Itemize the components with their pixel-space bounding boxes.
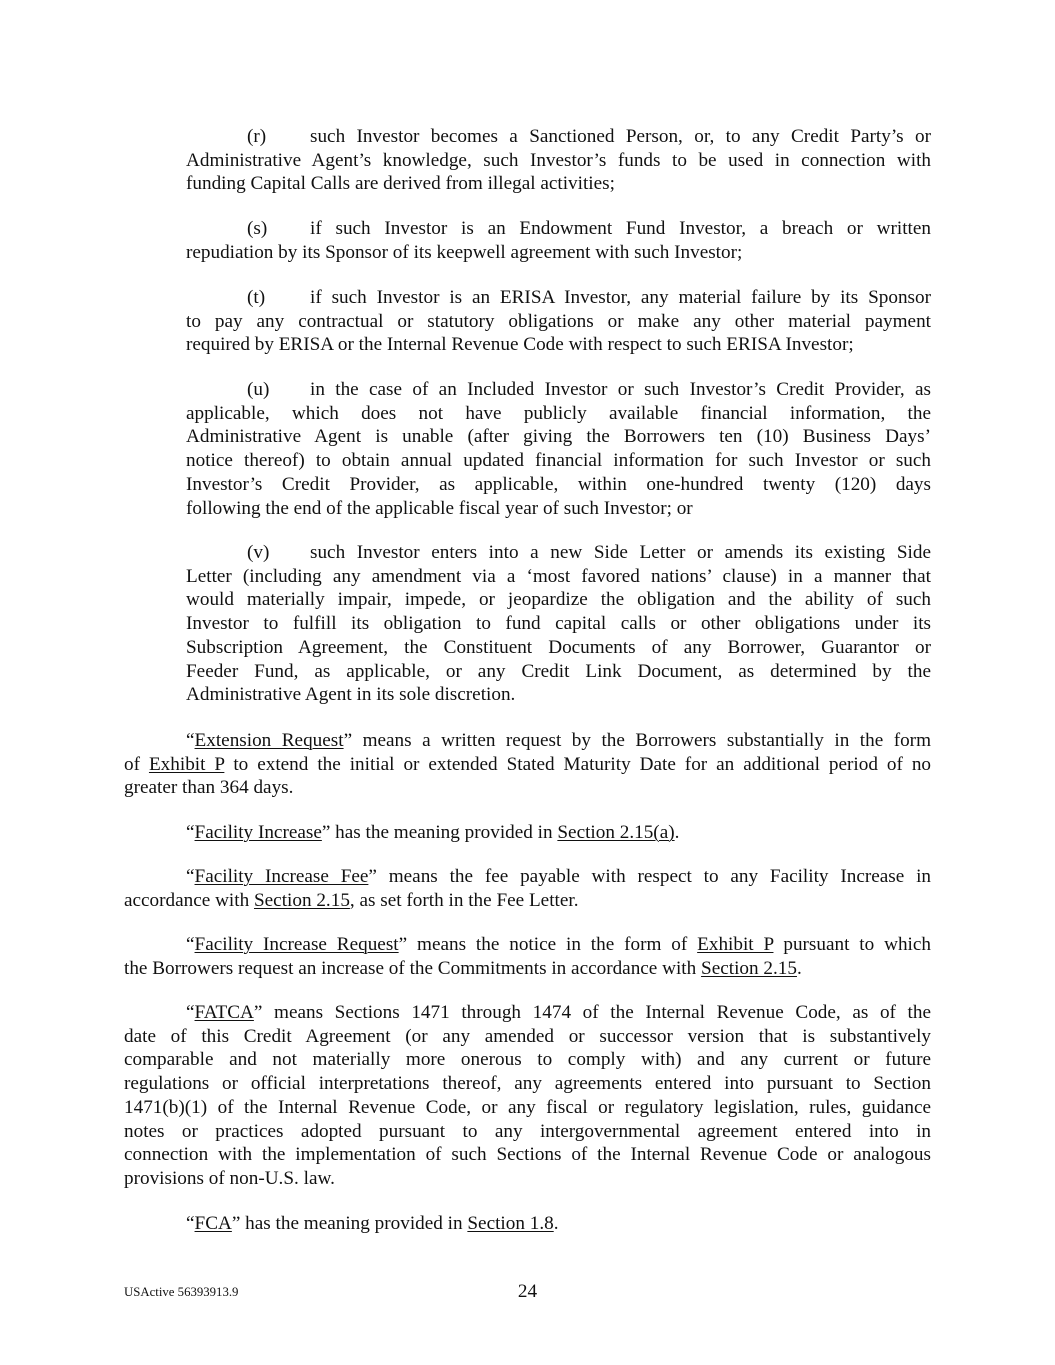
definition-facility-increase-fee [124,865,931,912]
definition-fatca-line-7: connection with the implementation of such Sections of the Internal Revenue Code or analogous [124,1144,931,1166]
clause-u-line-1: (u) in the case of an Included Investor or such Investor’s Credit Provider, as [247,379,931,400]
clause-v-line-3: would materially impair, impede, or jeopardize the obligation and the ability of such [186,589,931,611]
clause-t-line-1: (t) if such Investor is an ERISA Investor, any material failure by its Sponsor [247,287,931,308]
clause-t-line-3: required by ERISA or the Internal Revenue Code with respect to such ERISA Investor; [186,334,854,356]
clause-v [186,541,931,707]
clause-v-label: (v) [247,542,270,563]
clause-v-line-5: Subscription Agreement, the Constituent Documents of any Borrower, Guarantor or [186,636,931,658]
definition-facility-increase-request [124,933,931,980]
definition-extension-request [124,729,931,800]
clause-u-line-2: applicable, which does not have publicly available financial information, the [186,402,931,424]
definition-fatca-line-5: 1471(b)(1) of the Internal Revenue Code, or any fiscal or regulatory legislation, rules, guidance [124,1096,931,1118]
defined-term-facility-increase: Facility Increase [194,822,322,843]
definition-facility-increase-fee-line-2: accordance with Section 2.15, as set forth in the Fee Letter. [124,889,579,911]
defined-term-fca: FCA [194,1213,232,1234]
definition-extension-request-line-1: “Extension Request” means a written request by the Borrowers substantially in the form [186,730,931,751]
clause-u-line-5: Investor’s Credit Provider, as applicable, within one-hundred twenty (120) days [186,473,931,495]
clause-v-line-4: Investor to fulfill its obligation to fund capital calls or other obligations under its [186,613,931,635]
clause-u-line-3: Administrative Agent is unable (after giving the Borrowers ten (10) Business Days’ [186,426,931,448]
definition-fatca-line-8: provisions of non-U.S. law. [124,1167,335,1189]
clause-r-line-3: funding Capital Calls are derived from illegal activities; [186,173,615,195]
definition-facility-increase-line-1: “Facility Increase” has the meaning provided in Section 2.15(a). [186,822,680,843]
definition-fatca-line-6: notes or practices adopted pursuant to any intergovernmental agreement entered into in [124,1120,931,1142]
clause-s-label: (s) [247,218,268,239]
clause-r-line-1: (r) such Investor becomes a Sanctioned Person, or, to any Credit Party’s or [247,126,931,147]
clause-u-line-6: following the end of the applicable fiscal year of such Investor; or [186,497,693,519]
clause-v-line-2: Letter (including any amendment via a ‘most favored nations’ clause) in a manner that [186,565,931,587]
defined-term-extension-request: Extension Request [194,730,344,751]
clause-s [186,217,931,264]
page-number: 24 [517,1281,538,1302]
definition-fca-line-1: “FCA” has the meaning provided in Section 1.8. [186,1213,559,1234]
cross-reference-section-1-8[interactable]: Section 1.8 [467,1213,554,1234]
cross-reference-section-2-15[interactable]: Section 2.15 [253,889,350,911]
cross-reference-section-2-15-a[interactable]: Section 2.15(a) [557,822,675,843]
cross-reference-exhibit-p[interactable]: Exhibit P [697,934,774,955]
clause-u-label: (u) [247,379,270,400]
clause-v-line-1: (v) such Investor enters into a new Side Letter or amends its existing Side [247,542,931,563]
definition-facility-increase-fee-line-1: “Facility Increase Fee” means the fee payable with respect to any Facility Increase in [186,866,931,887]
definition-facility-increase-request-line-2: the Borrowers request an increase of the Commitments in accordance with Section 2.15. [124,957,802,979]
definition-extension-request-line-2: of Exhibit P to extend the initial or extended Stated Maturity Date for an additional period of no [124,753,932,775]
defined-term-facility-increase-fee: Facility Increase Fee [194,866,369,887]
cross-reference-exhibit-p[interactable]: Exhibit P [148,753,225,775]
clause-r [186,125,931,196]
cross-reference-section-2-15[interactable]: Section 2.15 [701,957,797,979]
footer-document-id: USActive 56393913.9 [124,1285,239,1299]
definition-facility-increase [124,821,931,845]
definition-fatca-line-1: “FATCA” means Sections 1471 through 1474 of the Internal Revenue Code, as of the [186,1002,931,1023]
clause-u [186,378,931,520]
definition-fca [124,1212,931,1236]
clause-s-line-1: (s) if such Investor is an Endowment Fund Investor, a breach or written [247,218,931,239]
defined-term-facility-increase-request: Facility Increase Request [194,934,399,955]
clause-v-line-6: Feeder Fund, as applicable, or any Credit Link Document, as determined by the [186,660,931,682]
definition-fatca [124,1001,931,1191]
definition-extension-request-line-3: greater than 364 days. [124,777,294,799]
clause-v-line-7: Administrative Agent in its sole discretion. [186,684,516,706]
clause-u-line-4: notice thereof) to obtain annual updated financial information for such Investor or such [186,450,931,472]
definition-fatca-line-4: regulations or official interpretations thereof, any agreements entered into pursuant to Section [124,1073,931,1095]
clause-t-line-2: to pay any contractual or statutory obligations or make any other material payment [186,310,931,332]
clause-t-label: (t) [247,287,266,308]
definition-fatca-line-3: comparable and not materially more onerous to comply with) and any current or future [124,1049,931,1071]
clause-s-line-2: repudiation by its Sponsor of its keepwell agreement with such Investor; [186,241,743,263]
clause-r-label: (r) [247,126,267,147]
clause-t [186,286,931,357]
definition-fatca-line-2: date of this Credit Agreement (or any amended or successor version that is substantively [124,1025,931,1047]
clause-r-line-2: Administrative Agent’s knowledge, such Investor’s funds to be used in connection with [186,149,931,171]
definition-facility-increase-request-line-1: “Facility Increase Request” means the notice in the form of Exhibit P pursuant to which [186,934,931,955]
defined-term-fatca: FATCA [194,1002,254,1023]
